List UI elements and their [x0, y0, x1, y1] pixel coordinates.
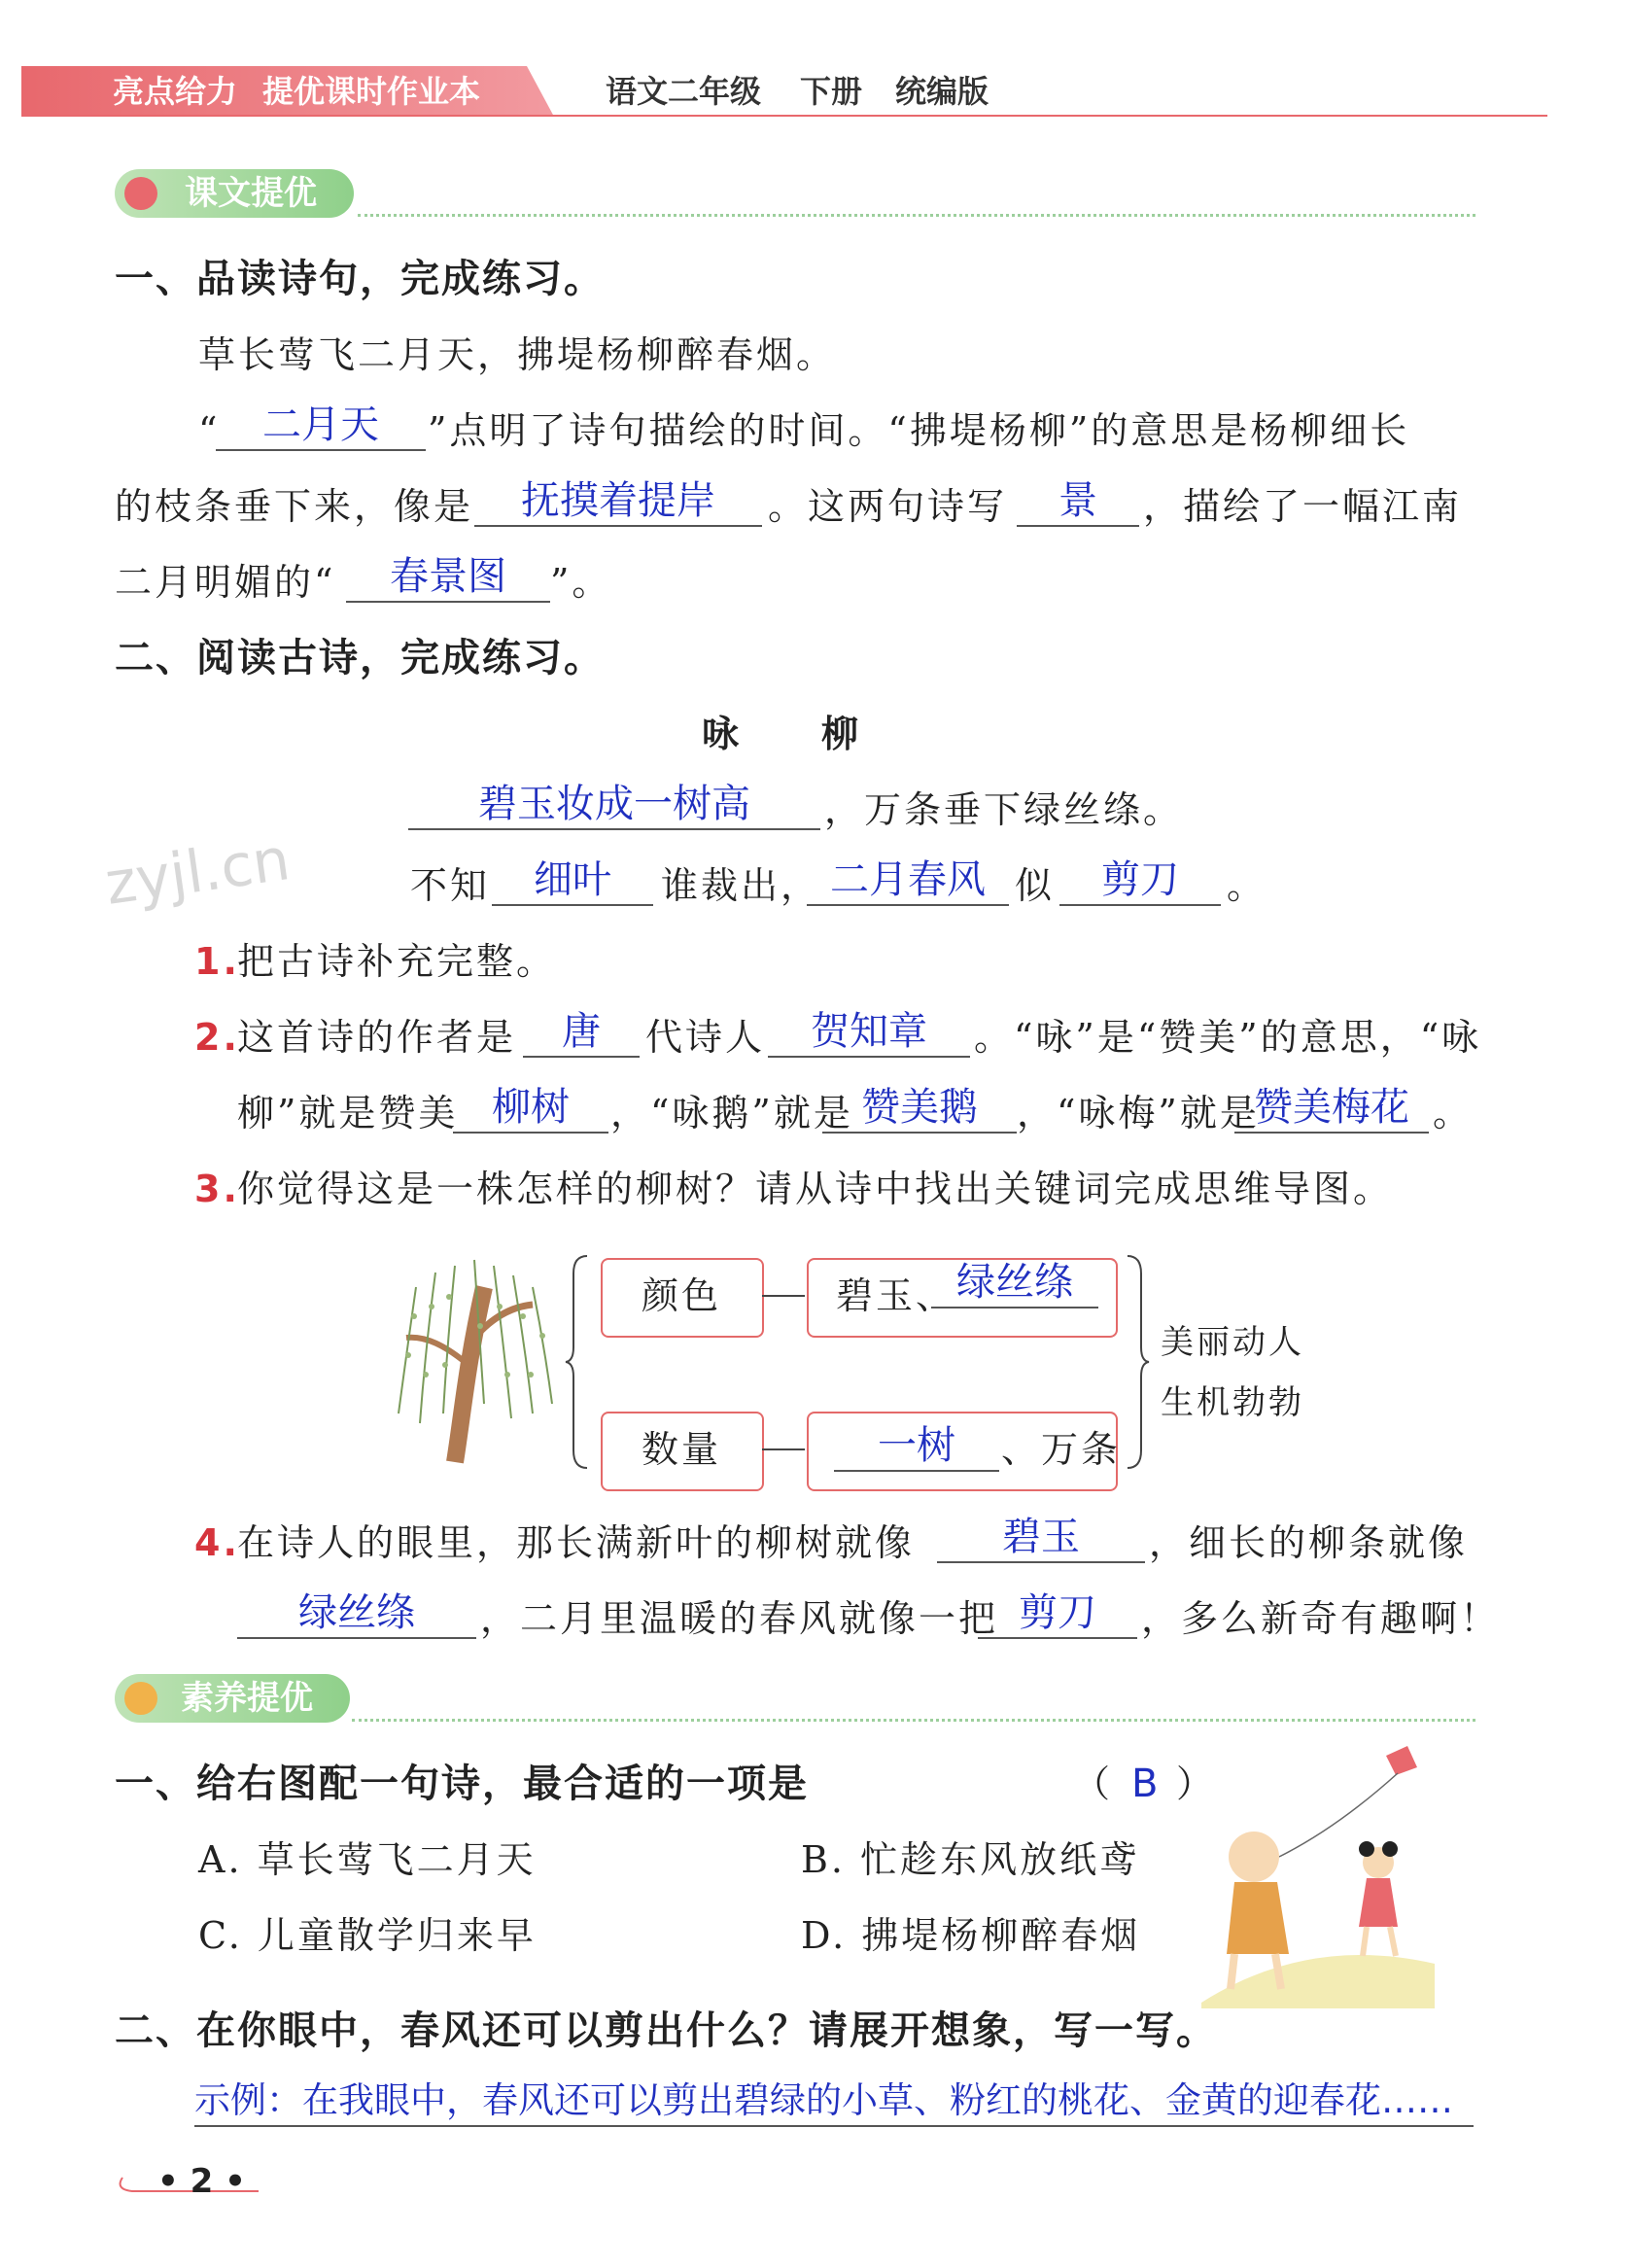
q2-title: 二、阅读古诗，完成练习。: [115, 636, 605, 680]
poem-title: 咏 柳: [702, 713, 862, 755]
section1-title: 课文提优: [185, 174, 317, 213]
poem-line2-text-3: 似: [1015, 864, 1056, 907]
header-volume: 下册: [800, 73, 863, 110]
poem-line2-answer-2[interactable]: 二月春风: [807, 855, 1009, 906]
header-brand: 亮点给力: [113, 73, 238, 110]
mindmap-count-label: 数量: [642, 1428, 722, 1471]
s2-option-b[interactable]: B. 忙趁东风放纸鸢: [801, 1838, 1140, 1881]
mindmap-color-text: 碧玉、: [836, 1274, 956, 1317]
s2-option-a[interactable]: A. 草长莺飞二月天: [198, 1838, 537, 1881]
magnifier-icon: [124, 1682, 157, 1715]
q1-text-5: ，描绘了一幅江南: [1143, 485, 1463, 528]
header-book: 提优课时作业本: [262, 73, 481, 110]
poem-line1-text: ，万条垂下绿丝绦。: [824, 788, 1184, 831]
mindmap-result-1: 美丽动人: [1161, 1323, 1304, 1362]
mindmap-color-connector: [762, 1295, 805, 1297]
poem-line2-answer-1[interactable]: 细叶: [492, 855, 653, 906]
poem-line2-text-2: 谁裁出，: [661, 864, 821, 907]
mindmap-count-connector: [762, 1448, 805, 1450]
s2-option-c[interactable]: C. 儿童散学归来早: [198, 1914, 537, 1957]
page-number: • 2 •: [157, 2162, 246, 2201]
sub2-text-7: 。: [1433, 1092, 1474, 1134]
sub2-text-2: 代诗人: [645, 1016, 766, 1059]
sub2-answer-dynasty[interactable]: 唐: [523, 1007, 640, 1058]
q1-text-1: “: [198, 409, 221, 452]
sub3-text: 你觉得这是一株怎样的柳树？请从诗中找出关键词完成思维导图。: [237, 1168, 1394, 1210]
poem-line2-text-4: 。: [1227, 864, 1267, 907]
sub2-text-5: ，“咏鹅”就是: [610, 1092, 853, 1134]
mindmap-count-text: 、万条: [1001, 1428, 1122, 1471]
sub1-text: 把古诗补充完整。: [237, 940, 557, 983]
q1-answer-2[interactable]: 抚摸着提岸: [474, 476, 762, 527]
mindmap-count-answer[interactable]: 一树: [834, 1421, 999, 1472]
q1-text-2: ”点明了诗句描绘的时间。“拂堤杨柳”的意思是杨柳细长: [428, 409, 1410, 452]
poem-line2-answer-3[interactable]: 剪刀: [1059, 855, 1221, 906]
sub2-text-6: ，“咏梅”就是: [1017, 1092, 1260, 1134]
section2-divider: [352, 1719, 1475, 1722]
sub1-number: 1.: [194, 940, 240, 983]
section1-divider: [358, 214, 1475, 217]
sub4-text-1: 在诗人的眼里，那长满新叶的柳树就像: [237, 1521, 916, 1564]
header-edition: 统编版: [895, 73, 989, 110]
s2-q1-paren-close: ）: [1176, 1762, 1217, 1805]
header-subject: 语文二年级: [606, 73, 762, 110]
q1-text-6: 二月明媚的“: [115, 561, 336, 604]
header-rule: [21, 115, 1547, 117]
kite-children-illustration: [1192, 1740, 1437, 2008]
sub4-text-4: ，多么新奇有趣啊！: [1141, 1597, 1501, 1640]
s2-q2-answer[interactable]: 示例：在我眼中，春风还可以剪出碧绿的小草、粉红的桃花、金黄的迎春花……: [194, 2076, 1474, 2127]
s2-q2-title: 二、在你眼中，春风还可以剪出什么？请展开想象，写一写。: [115, 2008, 1217, 2053]
sub2-answer-goose[interactable]: 赞美鹅: [822, 1083, 1017, 1134]
willow-tree-illustration: [387, 1248, 558, 1466]
q1-text-7: ”。: [550, 561, 612, 604]
sub2-text-4: 柳”就是赞美: [237, 1092, 459, 1134]
sub2-answer-poet[interactable]: 贺知章: [768, 1007, 970, 1058]
q1-title: 一、品读诗句，完成练习。: [115, 257, 605, 301]
watermark-text: zyjl.cn: [101, 825, 295, 919]
s2-q1-title: 一、给右图配一句诗，最合适的一项是: [115, 1762, 809, 1806]
q1-answer-3[interactable]: 景: [1017, 476, 1139, 527]
poem-line2-text-1: 不知: [410, 864, 491, 907]
sub2-answer-plum[interactable]: 赞美梅花: [1234, 1083, 1429, 1134]
sub2-text-3: 。“咏”是“赞美”的意思，“咏: [974, 1016, 1482, 1059]
q1-text-4: 。这两句诗写: [768, 485, 1008, 528]
sub4-number: 4.: [194, 1521, 240, 1564]
s2-option-d[interactable]: D. 拂堤杨柳醉春烟: [801, 1914, 1141, 1957]
sub4-text-2: ，细长的柳条就像: [1149, 1521, 1469, 1564]
q1-verse: 草长莺飞二月天，拂堤杨柳醉春烟。: [198, 333, 837, 376]
sub4-answer-1[interactable]: 碧玉: [937, 1513, 1145, 1563]
sub3-number: 3.: [194, 1168, 240, 1210]
sub4-text-3: ，二月里温暖的春风就像一把: [480, 1597, 999, 1640]
q1-answer-1[interactable]: 二月天: [216, 401, 426, 451]
poem-line1-answer[interactable]: 碧玉妆成一树高: [408, 780, 820, 830]
mindmap-result-2: 生机勃勃: [1161, 1383, 1304, 1422]
s2-q1-answer[interactable]: B: [1131, 1762, 1162, 1806]
section2-title: 素养提优: [181, 1679, 313, 1718]
q1-text-3: 的枝条垂下来，像是: [115, 485, 474, 528]
mindmap-color-answer[interactable]: 绿丝绦: [931, 1258, 1098, 1308]
q1-answer-4[interactable]: 春景图: [346, 552, 550, 603]
mindmap-right-brace: [1124, 1254, 1151, 1470]
s2-q1-paren-open: （: [1073, 1762, 1114, 1805]
sub4-answer-3[interactable]: 剪刀: [978, 1588, 1137, 1639]
sub2-answer-willow[interactable]: 柳树: [453, 1083, 608, 1134]
sub4-answer-2[interactable]: 绿丝绦: [237, 1588, 476, 1639]
sub2-text-1: 这首诗的作者是: [237, 1016, 517, 1059]
mindmap-left-brace: [564, 1254, 591, 1470]
book-icon: [124, 177, 157, 210]
mindmap-color-label: 颜色: [642, 1274, 722, 1317]
sub2-number: 2.: [194, 1016, 240, 1059]
